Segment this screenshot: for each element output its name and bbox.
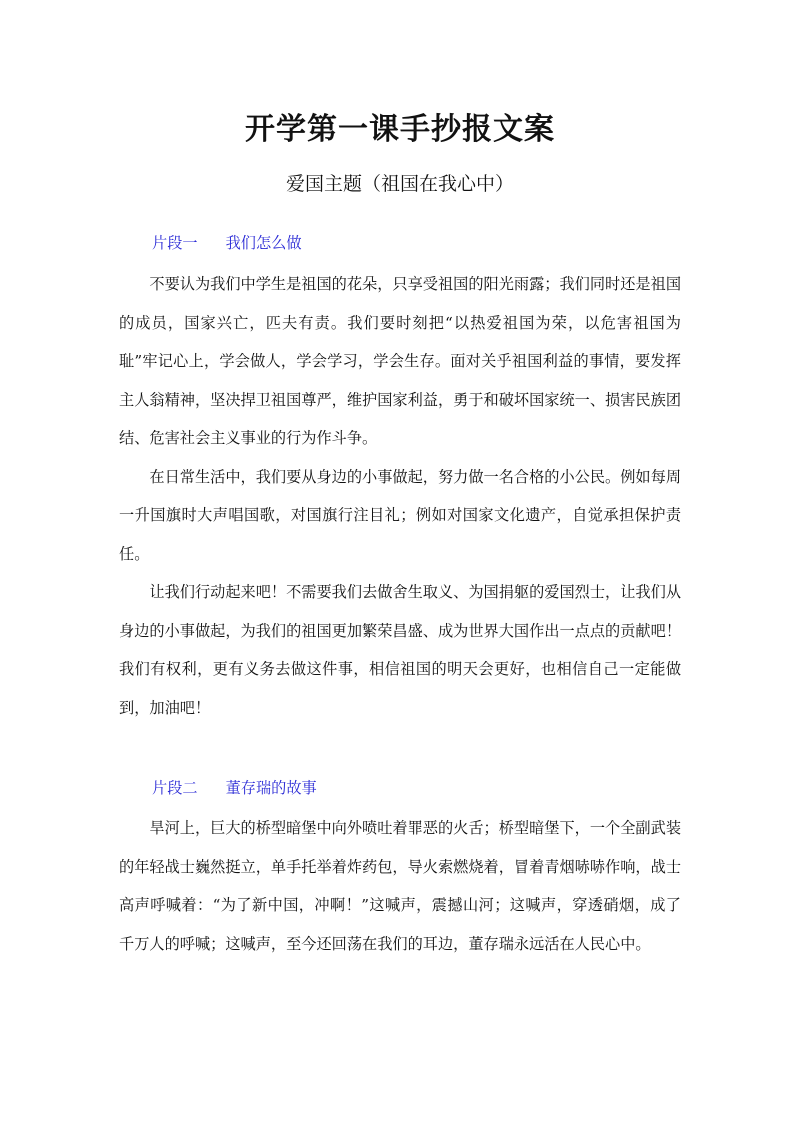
section-body-2 [119, 809, 681, 963]
page-subtitle: 爱国主题（祖国在我心中） [285, 173, 514, 195]
paragraph: 让我们行动起来吧！不需要我们去做舍生取义、为国捐躯的爱国烈士，让我们从身边的小事做起，为我们的祖国更加繁荣昌盛、成为世界大国作出一点点的贡献吧！我们有权利，更有义务去做这件事，相信祖国的明天会更好，也相信自己一定能做到，加油吧！ [119, 583, 681, 717]
paragraph: 不要认为我们中学生是祖国的花朵，只享受祖国的阳光雨露；我们同时还是祖国的成员，国家兴亡，匹夫有责。我们要时刻把“以热爱祖国为荣，以危害祖国为耻”牢记心上，学会做人，学会学习，学会生存。面对关乎祖国利益的事情，要发挥主人翁精神，坚决捍卫祖国尊严，维护国家利益，勇于和破坏国家统一、损害民族团结、危害社会主义事业的行为作斗争。 [119, 275, 681, 447]
page-title: 开学第一课手抄报文案 [245, 112, 555, 147]
section-heading-1 [152, 228, 302, 258]
section-title: 我们怎么做 [225, 234, 302, 252]
paragraph: 在日常生活中，我们要从身边的小事做起，努力做一名合格的小公民。例如每周一升国旗时大声唱国歌，对国旗行注目礼；例如对国家文化遗产，自觉承担保护责任。 [119, 467, 681, 563]
section-label: 片段二 [152, 779, 198, 797]
section-label: 片段一 [152, 234, 198, 252]
section-body-1 [119, 265, 681, 727]
section-title: 董存瑞的故事 [225, 779, 317, 797]
section-heading-2 [152, 773, 317, 803]
paragraph: 旱河上，巨大的桥型暗堡中向外喷吐着罪恶的火舌；桥型暗堡下，一个全副武装的年轻战士巍然挺立，单手托举着炸药包，导火索燃烧着，冒着青烟哧哧作响，战士高声呼喊着：“为了新中国，冲啊！”这喊声，震撼山河；这喊声，穿透硝烟，成了千万人的呼喊；这喊声，至今还回荡在我们的耳边，董存瑞永远活在人民心中。 [119, 819, 681, 953]
